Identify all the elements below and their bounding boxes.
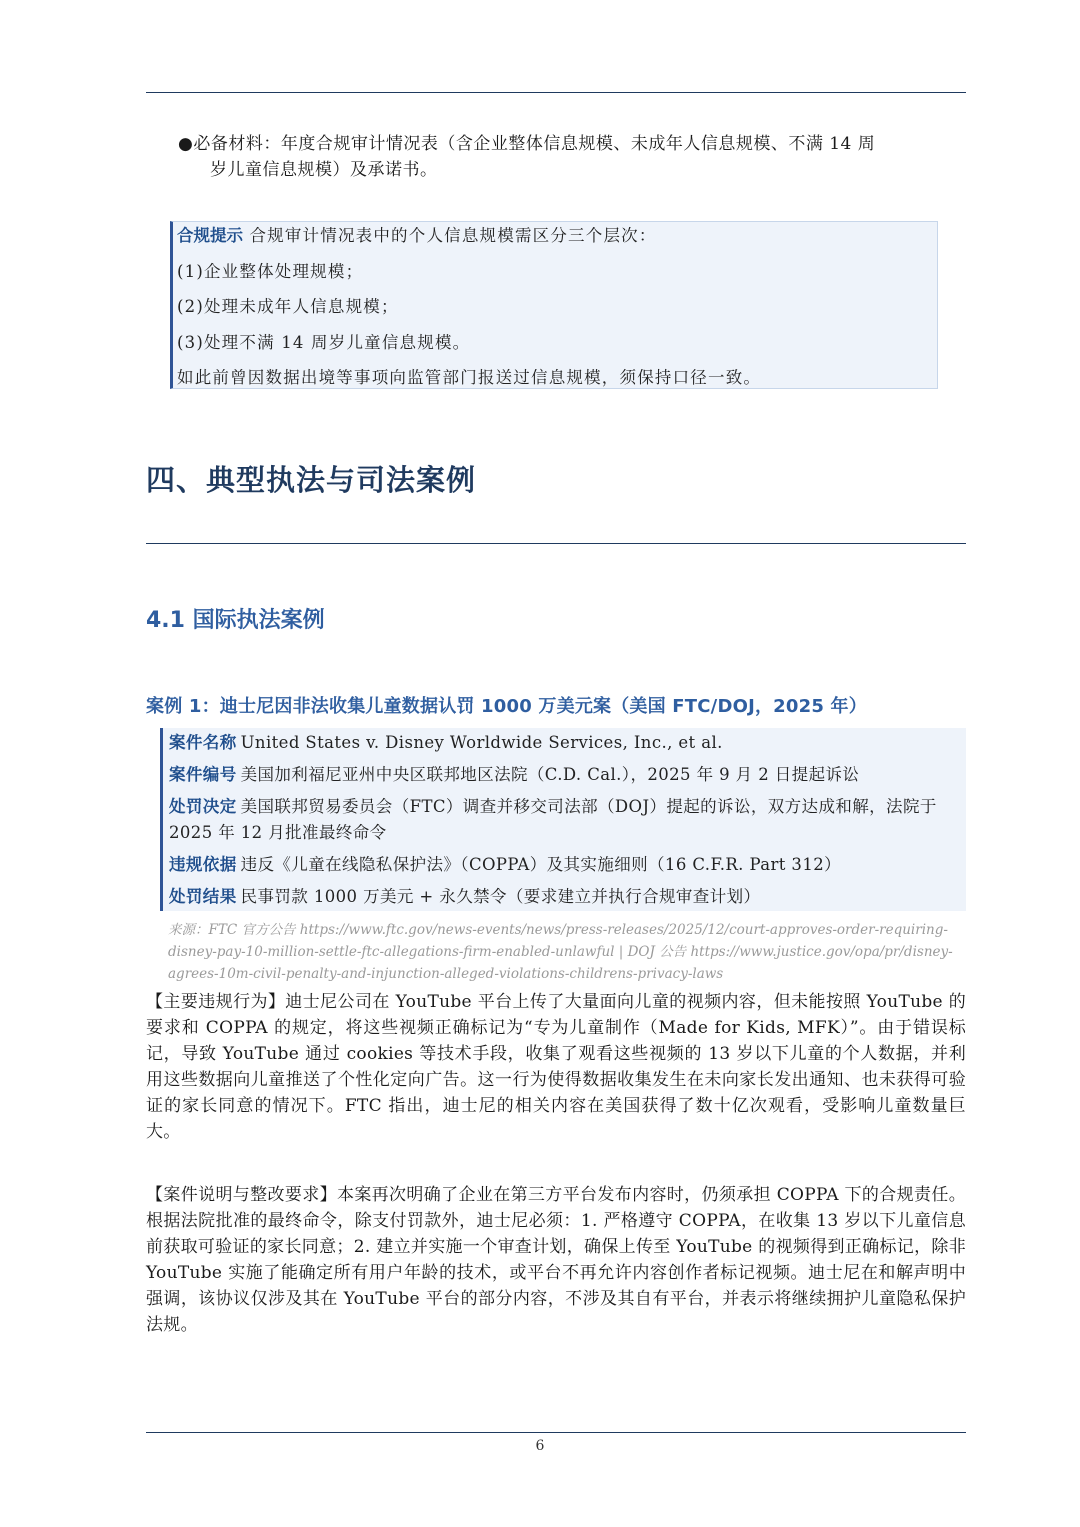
tip-item-2: (2)处理未成年人信息规模； — [177, 297, 399, 316]
tip-note: 如此前曾因数据出境等事项向监管部门报送过信息规模，须保持口径一致。 — [177, 368, 762, 387]
case-row-name — [169, 730, 961, 756]
bullet-item — [178, 131, 875, 157]
tip-item-3: (3)处理不满 14 周岁儿童信息规模。 — [177, 333, 471, 352]
case-info-box — [160, 728, 966, 911]
case-row-decision — [169, 794, 961, 846]
compliance-tip-box — [170, 221, 938, 389]
case-heading: 案例 1：迪士尼因非法收集儿童数据认罚 1000 万美元案（美国 FTC/DOJ，2025 年） — [146, 696, 867, 717]
subsection-title: 4.1 国际执法案例 — [146, 608, 325, 633]
case-value: 民事罚款 1000 万美元 + 永久禁令（要求建立并执行合规审查计划） — [240, 887, 761, 906]
bullet-text-line1: 必备材料：年度合规审计情况表（含企业整体信息规模、未成年人信息规模、不满 14 周 — [193, 134, 876, 154]
case-row-result — [169, 884, 961, 910]
case-source-note: 来源：FTC 官方公告 https://www.ftc.gov/news-events/news/press-releases/2025/12/court-approves-order-requiring-disney-pay-10-million-settle-ftc-allegations-firm-enabled-unlawful | DOJ 公告 https://www.justice.gov/opa/pr/disney-agrees-10m-civil-penalty-and-injunction-alleged-violations-childrens-privacy-laws — [168, 922, 953, 982]
case-label: 处罚结果 — [169, 887, 237, 906]
bullet-marker: ● — [178, 134, 194, 154]
case-row-number — [169, 762, 961, 788]
paragraph-violation: 【主要违规行为】迪士尼公司在 YouTube 平台上传了大量面向儿童的视频内容，但未能按照 YouTube 的要求和 COPPA 的规定，将这些视频正确标记为“专为儿童制作（Made for Kids, MFK）”。由于错误标记，导致 YouTube 通过 cookies 等技术手段，收集了观看这些视频的 13 岁以下儿童的个人数据，并利用这些数据向儿童推送了个性化定向广告。这一行为使得数据收集发生在未向家长发出通知、也未获得可验证的家长同意的情况下。FTC 指出，迪士尼的相关内容在美国获得了数十亿次观看，受影响儿童数量巨大。 — [146, 992, 966, 1142]
tip-title: 合规提示 — [177, 226, 243, 245]
case-label: 处罚决定 — [169, 797, 237, 816]
tip-header — [177, 225, 657, 247]
case-value: 美国联邦贸易委员会（FTC）调查并移交司法部（DOJ）提起的诉讼，双方达成和解，法院于 2025 年 12 月批准最终命令 — [169, 797, 937, 842]
bullet-text-line2: 岁儿童信息规模）及承诺书。 — [210, 160, 438, 180]
tip-item-1: (1)企业整体处理规模； — [177, 262, 364, 281]
case-value: 违反《儿童在线隐私保护法》（COPPA）及其实施细则（16 C.F.R. Part 312） — [240, 855, 842, 874]
case-label: 案件编号 — [169, 765, 237, 784]
page-number: 6 — [535, 1438, 545, 1454]
case-label: 违规依据 — [169, 855, 237, 874]
section-rule — [146, 543, 966, 544]
footer-rule — [146, 1432, 966, 1433]
case-value: 美国加利福尼亚州中央区联邦地区法院（C.D. Cal.），2025 年 9 月 2 日提起诉讼 — [240, 765, 860, 784]
case-value: United States v. Disney Worldwide Services, Inc., et al. — [240, 733, 723, 752]
case-row-basis — [169, 852, 961, 878]
section-title: 四、典型执法与司法案例 — [146, 463, 477, 497]
top-rule — [146, 92, 966, 93]
paragraph-remedy: 【案件说明与整改要求】本案再次明确了企业在第三方平台发布内容时，仍须承担 COPPA 下的合规责任。根据法院批准的最终命令，除支付罚款外，迪士尼必须：1. 严格遵守 COPPA，在收集 13 岁以下儿童信息前获取可验证的家长同意；2. 建立并实施一个审查计划，确保上传至 YouTube 的视频得到正确标记，除非 YouTube 实施了能确定所有用户年龄的技术，或平台不再允许内容创作者标记视频。迪士尼在和解声明中强调，该协议仅涉及其在 YouTube 平台的部分内容，不涉及其自有平台，并表示将继续拥护儿童隐私保护法规。 — [146, 1185, 966, 1335]
case-label: 案件名称 — [169, 733, 237, 752]
tip-intro: 合规审计情况表中的个人信息规模需区分三个层次： — [243, 226, 657, 245]
